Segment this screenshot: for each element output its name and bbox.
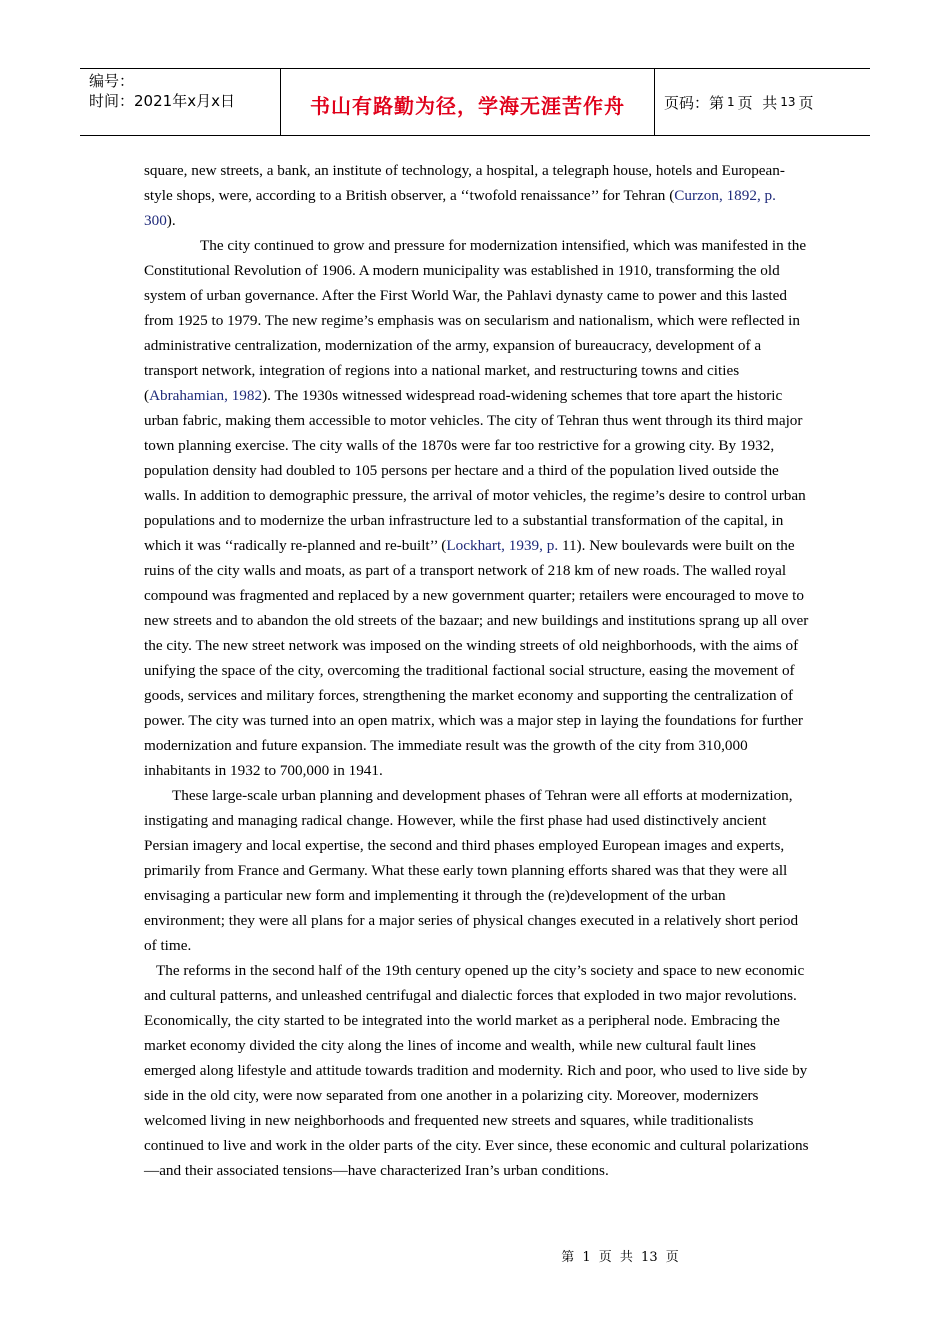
citation-link[interactable]: Lockhart, 1939, p. [446, 537, 559, 554]
text-run: ). The 1930s witnessed widespread road-widening schemes that tore apart the historic urban fabric, making them accessible to motor vehicles. The city of Tehran thus went through its third major town planning exercise. The city walls of the 1870s were far too restrictive for a growing city. By 1932, population density had doubled to 105 persons per hectare and a third of the population lived outside the walls. In addition to demographic pressure, the arrival of motor vehicles, the regime’s desire to control urban populations and to modernize the urban infrastructure led to a substantial transformation of the capital, in which it was ‘‘radically re-planned and re-built’’ ( [144, 387, 806, 554]
citation-link[interactable]: Curzon, 1892, p. 300 [144, 187, 776, 229]
page-mid: 页 共 [737, 93, 778, 112]
serial-label: 编号： [89, 72, 135, 90]
text-run: ). [166, 212, 176, 229]
header-motto: 书山有路勤为径，学海无涯苦作舟 [281, 69, 655, 135]
page-end: 页 [798, 93, 814, 112]
time-label: 时间： [89, 92, 135, 110]
paragraph-2 [144, 233, 810, 783]
page-label: 页码：第 [664, 93, 725, 112]
page-header [80, 68, 870, 136]
paragraph-3: These large-scale urban planning and development phases of Tehran were all efforts at modernization, instigating and managing radical change. However, while the first phase had used distinctively ancient Persian imagery and local expertise, the second and third phases employed European images and experts, primarily from France and Germany. What these early town planning efforts shared was that they were all envisaging a particular new form and implementing it through the (re)development of the urban environment; they were all plans for a major series of physical changes executed in a relatively short period of time. [144, 787, 799, 954]
page-current: 1 [727, 95, 735, 109]
text-run: The city continued to grow and pressure for modernization intensified, which was manifested in the Constitutional Revolution of 1906. A modern municipality was established in 1910, transforming the old system of urban governance. After the First World War, the Pahlavi dynasty came to power and this lasted from 1925 to 1979. The new regime’s emphasis was on secularism and nationalism, which were reflected in administrative centralization, modernization of the army, expansion of bureaucracy, development of a transport network, integration of regions into a national market, and restructuring towns and cities ( [144, 237, 807, 404]
text-run: 11). New boulevards were built on the ruins of the city walls and moats, as part of a transport network of 218 km of new roads. The walled royal compound was fragmented and replaced by a new government quarter; retailers were encouraged to move to new streets and to abandon the old streets of the bazaar; and new buildings and institutions sprang up all over the city. The new street network was imposed on the winding streets of old neighborhoods, with the aims of unifying the space of the city, overcoming the traditional factional social structure, easing the movement of goods, services and military forces, strengthening the market economy and supporting the centralization of power. The city was turned into an open matrix, which was a major step in laying the foundations for further modernization and future expansion. The immediate result was the growth of the city from 310,000 inhabitants in 1932 to 700,000 in 1941. [144, 537, 809, 779]
header-page-number [655, 69, 870, 135]
paragraph-4: The reforms in the second half of the 19th century opened up the city’s society and space to new economic and cultural patterns, and unleashed centrifugal and dialectic forces that exploded in two major revolutions. Economically, the city started to be integrated into the world market as a peripheral node. Embracing the market economy divided the city along the lines of income and wealth, while new cultural fault lines emerged along lifestyle and attitude towards tradition and modernity. Rich and poor, who used to live side by side in the old city, were now separated from one another in a polarizing city. Moreover, modernizers welcomed living in new neighborhoods and frequented new streets and squares, while traditionalists continued to live and work in the older parts of the city. Ever since, these economic and cultural polarizations—and their associated tensions—have characterized Iran’s urban conditions. [144, 962, 809, 1179]
text-run: square, new streets, a bank, an institute of technology, a hospital, a telegraph house, hotels and European-style shops, were, according to a British observer, a ‘‘twofold renaissance’’ for Tehran ( [144, 162, 785, 204]
time-line [89, 91, 280, 111]
page-total: 13 [780, 95, 796, 109]
citation-link[interactable]: Abrahamian, 1982 [149, 387, 263, 404]
page-footer: 第 1 页 共 13 页 [561, 1250, 679, 1265]
time-value: 2021年x月x日 [134, 92, 235, 110]
document-body [144, 158, 810, 1183]
header-meta [80, 69, 281, 135]
paragraph-1 [144, 158, 810, 233]
